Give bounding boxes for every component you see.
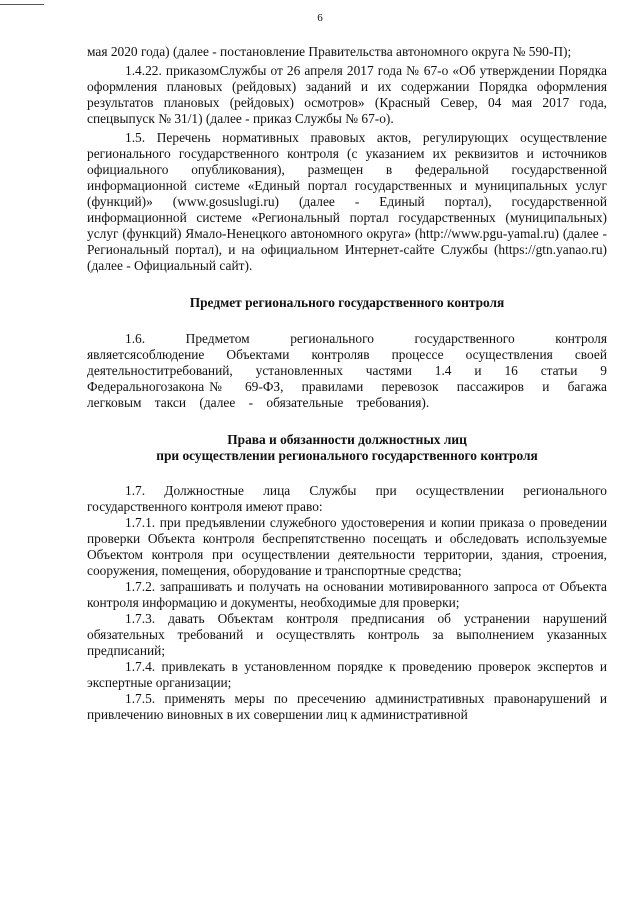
paragraph-1-7-1: 1.7.1. при предъявлении служебного удостоверения и копии приказа о проведении проверки Объекта контроля беспрепятственно посещать и обследовать используемые Объектом контроля при осуществлении деятельности территории, здания, строения, сооружения, помещения, оборудование и транспортные средства; bbox=[87, 515, 607, 578]
document-body bbox=[87, 44, 607, 723]
section-heading-rights bbox=[87, 432, 607, 464]
section-heading-subject: Предмет регионального государственного контроля bbox=[189, 295, 505, 310]
paragraph-1-7: 1.7. Должностные лица Службы при осуществлении регионального государственного контроля имеют право: bbox=[87, 483, 607, 514]
paragraph-1-5: 1.5. Перечень нормативных правовых актов, регулирующих осуществление регионального государственного контроля (с указанием их реквизитов и источников официального опубликования), размещен в федеральной государственной информационной системе «Единый портал государственных и муниципальных услуг (функций)» (www.gosuslugi.ru) (далее - Единый портал), государственной информационной системе «Региональный портал государственных (муниципальных) услуг (функций) Ямало-Ненецкого автономного округа» (http://www.pgu-yamal.ru) (далее - Региональный портал), и на официальном Интернет-сайте Службы (https://gtn.yanao.ru) (далее - Официальный сайт). bbox=[87, 130, 607, 273]
scan-corner-mark bbox=[0, 0, 44, 5]
paragraph-continuation: мая 2020 года) (далее - постановление Правительства автономного округа № 590-П); bbox=[87, 44, 572, 59]
section-heading-rights-line1: Права и обязанности должностных лиц bbox=[227, 432, 467, 447]
paragraph-1-7-5: 1.7.5. применять меры по пресечению административных правонарушений и привлечению виновных в их совершении лиц к административной bbox=[87, 691, 607, 722]
paragraph-1-7-2: 1.7.2. запрашивать и получать на основании мотивированного запроса от Объекта контроля информацию и документы, необходимые для проверки; bbox=[87, 579, 607, 610]
paragraph-1-7-4: 1.7.4. привлекать в установленном порядке к проведению проверок экспертов и экспертные организации; bbox=[87, 659, 607, 690]
paragraph-1-7-3: 1.7.3. давать Объектам контроля предписания об устранении нарушений обязательных требований и осуществлять контроль за выполнением указанных предписаний; bbox=[87, 611, 607, 658]
paragraph-1-6: 1.6. Предметом регионального государственного контроля являетсясоблюдение Объектами контроляв процессе осуществления своей деятельноститребований, установленных частями 1.4 и 16 статьи 9 Федеральногозакона№ 69-ФЗ, правилами перевозок пассажиров и багажа легковым такси (далее - обязательные требования). bbox=[87, 331, 607, 410]
page-number: 6 bbox=[317, 12, 323, 24]
section-heading-rights-line2: при осуществлении регионального государственного контроля bbox=[156, 448, 538, 463]
paragraph-1-4-22: 1.4.22. приказомСлужбы от 26 апреля 2017 года № 67-о «Об утверждении Порядка оформления плановых (рейдовых) заданий и их содержании Порядка оформления результатов плановых (рейдовых) осмотров» (Красный Север, 04 мая 2017 года, спецвыпуск № 31/1) (далее - приказ Службы № 67-о). bbox=[87, 63, 607, 126]
